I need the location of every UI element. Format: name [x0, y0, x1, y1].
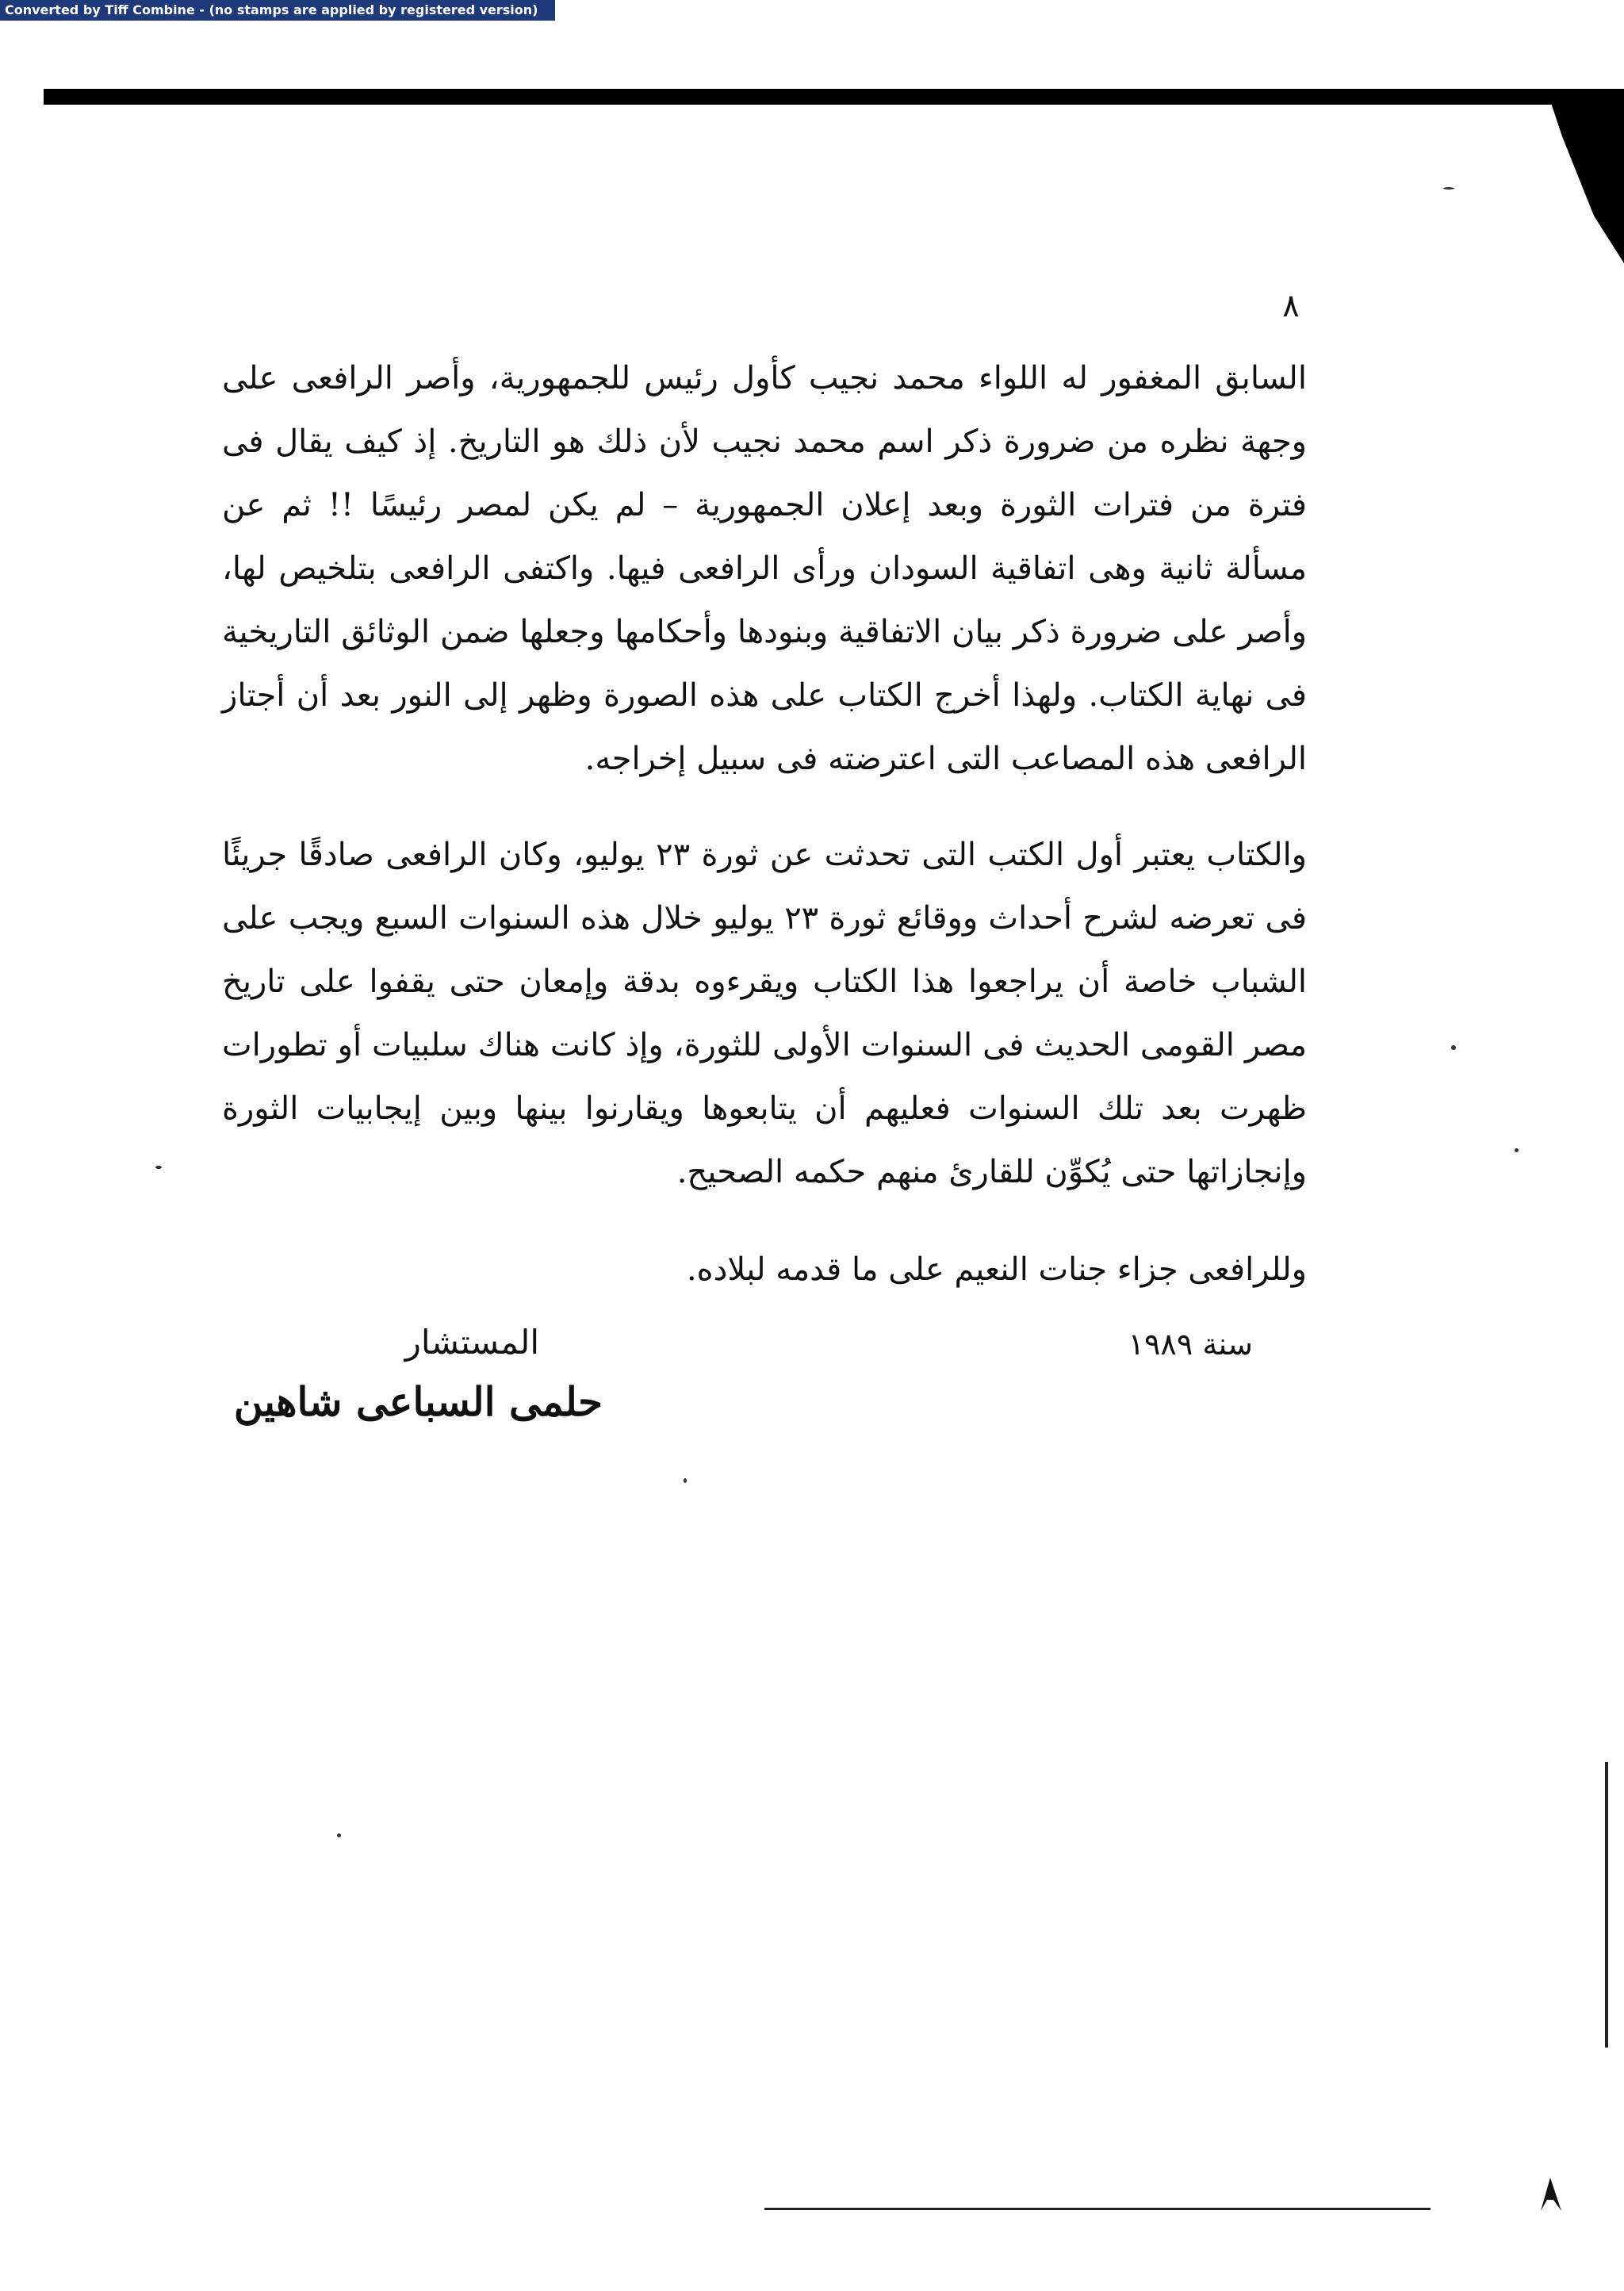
scan-bottom-rule: [764, 2208, 1431, 2210]
scan-top-border: [44, 89, 1596, 105]
scan-speck: [337, 1833, 341, 1837]
scan-right-edge: [1605, 1762, 1608, 2048]
scan-speck: [1515, 1148, 1519, 1152]
paragraph-2: والكتاب يعتبر أول الكتب التى تحدثت عن ثورة ٢٣ يوليو، وكان الرافعى صادقًا جريئًا فى تعرضه لشرح أحداث ووقائع ثورة ٢٣ يوليو خلال هذه السنوات السبع ويجب على الشباب خاصة أن يراجعوا هذا الكتاب ويقرءوه بدقة وإمعان حتى يقفوا على تاريخ مصر القومى الحديث فى السنوات الأولى للثورة، وإذ كانت هناك سلبيات أو تطورات ظهرت بعد تلك السنوات فعليهم أن يتابعوها ويقارنوا بينها وبين إيجابيات الثورة وإنجازاتها حتى يُكوِّن للقارئ منهم حكمه الصحيح.: [222, 837, 1307, 1190]
signature-title: المستشار: [404, 1323, 539, 1362]
scan-speck: [1451, 1045, 1456, 1050]
converter-banner: Converted by Tiff Combine - (no stamps are applied by registered version): [0, 0, 555, 21]
scan-speck: [155, 1166, 162, 1169]
scan-corner-shadow: [1546, 89, 1624, 263]
scan-corner-mark: [1534, 2173, 1566, 2212]
date-line: سنة ١٩٨٩: [1128, 1327, 1253, 1362]
signature-name: حلمى السباعى شاهين: [233, 1378, 603, 1425]
paragraph-3: وللرافعى جزاء جنات النعيم على ما قدمه لبلاده.: [686, 1251, 1307, 1288]
paragraph-1: السابق المغفور له اللواء محمد نجيب كأول رئيس للجمهورية، وأصر الرافعى على وجهة نظره من ضرورة ذكر اسم محمد نجيب لأن ذلك هو التاريخ. إذ كيف يقال فى فترة من فترات الثورة وبعد إعلان الجمهورية – لم يكن لمصر رئيسًا !! ثم عن مسألة ثانية وهى اتفاقية السودان ورأى الرافعى فيها. واكتفى الرافعى بتلخيص لها، وأصر على ضرورة ذكر بيان الاتفاقية وبنودها وأحكامها وجعلها ضمن الوثائق التاريخية فى نهاية الكتاب. ولهذا أخرج الكتاب على هذه الصورة وظهر إلى النور بعد أن أجتاز الرافعى هذه المصاعب التى اعترضته فى سبيل إخراجه.: [222, 360, 1308, 777]
scan-speck: [684, 1478, 687, 1483]
page-number: ٨: [1282, 288, 1300, 324]
scan-speck: [1443, 187, 1454, 190]
